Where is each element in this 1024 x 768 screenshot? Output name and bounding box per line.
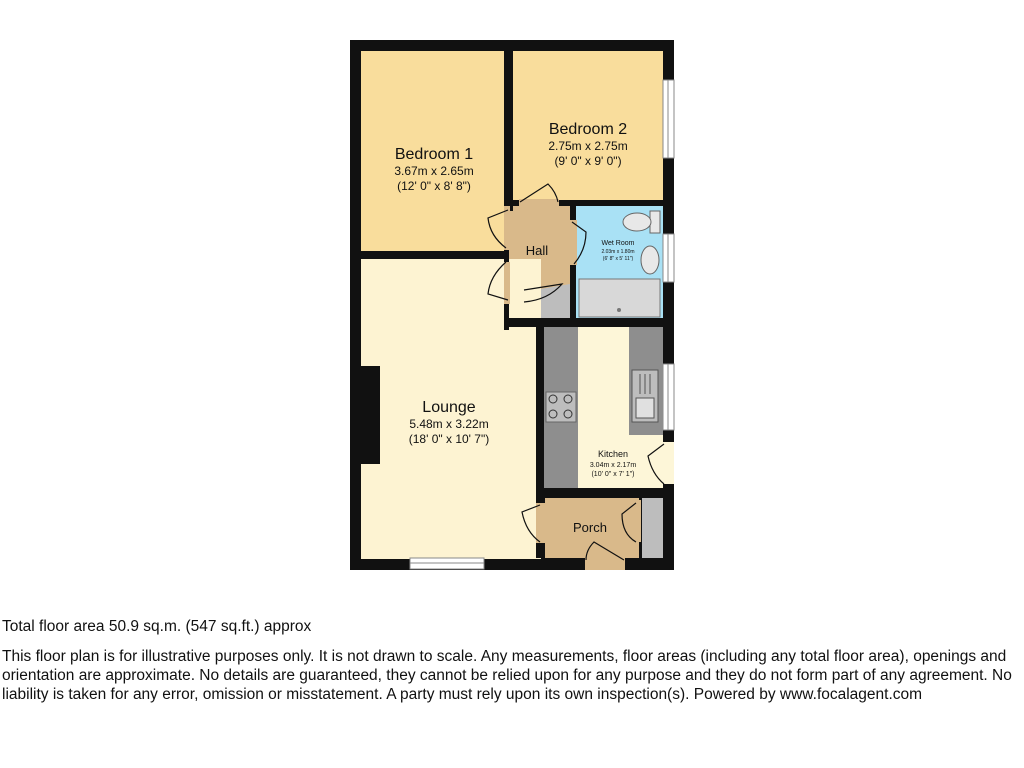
wall bbox=[504, 318, 664, 327]
bedroom1-dim-m: 3.67m x 2.65m bbox=[394, 164, 474, 178]
lounge-dim-ft: (18' 0" x 10' 7") bbox=[408, 432, 490, 446]
lounge-dim-m: 5.48m x 3.22m bbox=[409, 417, 489, 431]
door-gap bbox=[536, 503, 545, 543]
lounge-lower-right bbox=[504, 329, 541, 559]
total-floor-area: Total floor area 50.9 sq.m. (547 sq.ft.) approx bbox=[2, 618, 312, 635]
wetroom-name: Wet Room bbox=[601, 240, 635, 247]
porch-cupboard bbox=[641, 498, 663, 558]
sink-basin bbox=[636, 398, 654, 418]
wetroom-dim-m: 2.03m x 1.80m bbox=[601, 249, 635, 255]
toilet-bowl bbox=[623, 213, 651, 231]
wall bbox=[543, 488, 665, 498]
door-gap bbox=[504, 206, 510, 250]
bedroom2-dim-m: 2.75m x 2.75m bbox=[548, 139, 628, 153]
bedroom2-dim-ft: (9' 0" x 9' 0") bbox=[554, 154, 622, 168]
door-gap bbox=[660, 442, 674, 484]
lounge-upper-notch bbox=[361, 259, 504, 329]
lounge-name: Lounge bbox=[422, 399, 476, 416]
kitchen-dim-m: 3.04m x 2.17m bbox=[589, 462, 637, 469]
porch-name: Porch bbox=[573, 520, 607, 535]
bedroom1-dim-ft: (12' 0" x 8' 8") bbox=[397, 179, 471, 193]
bedroom1-name: Bedroom 1 bbox=[394, 146, 474, 163]
door-gap bbox=[585, 556, 625, 570]
wall bbox=[361, 251, 506, 259]
basin bbox=[641, 246, 659, 274]
chimney-breast bbox=[361, 366, 380, 464]
wall bbox=[504, 51, 513, 211]
wetroom-dim-ft: (6' 8" x 5' 11") bbox=[602, 256, 634, 262]
bedroom2-name: Bedroom 2 bbox=[548, 121, 628, 138]
disclaimer: This floor plan is for illustrative purposes only. It is not drawn to scale. Any measurements, floor areas (including any total floor area), openings and orientation are approximate. No details are guaranteed, they cannot be relied upon for any purpose and they do not form part of any agreement. No liability is taken for any error, omission or misstatement. A party must rely upon its own inspection(s). Powered by www.focalagent.com bbox=[2, 648, 1012, 703]
door-gap bbox=[569, 220, 577, 265]
hall-name: Hall bbox=[525, 243, 549, 258]
door-gap bbox=[519, 199, 559, 206]
door-gap bbox=[504, 262, 510, 304]
kitchen-name: Kitchen bbox=[597, 449, 629, 459]
kitchen-dim-ft: (10' 0" x 7' 1") bbox=[591, 471, 635, 478]
shower-drain bbox=[617, 308, 621, 312]
